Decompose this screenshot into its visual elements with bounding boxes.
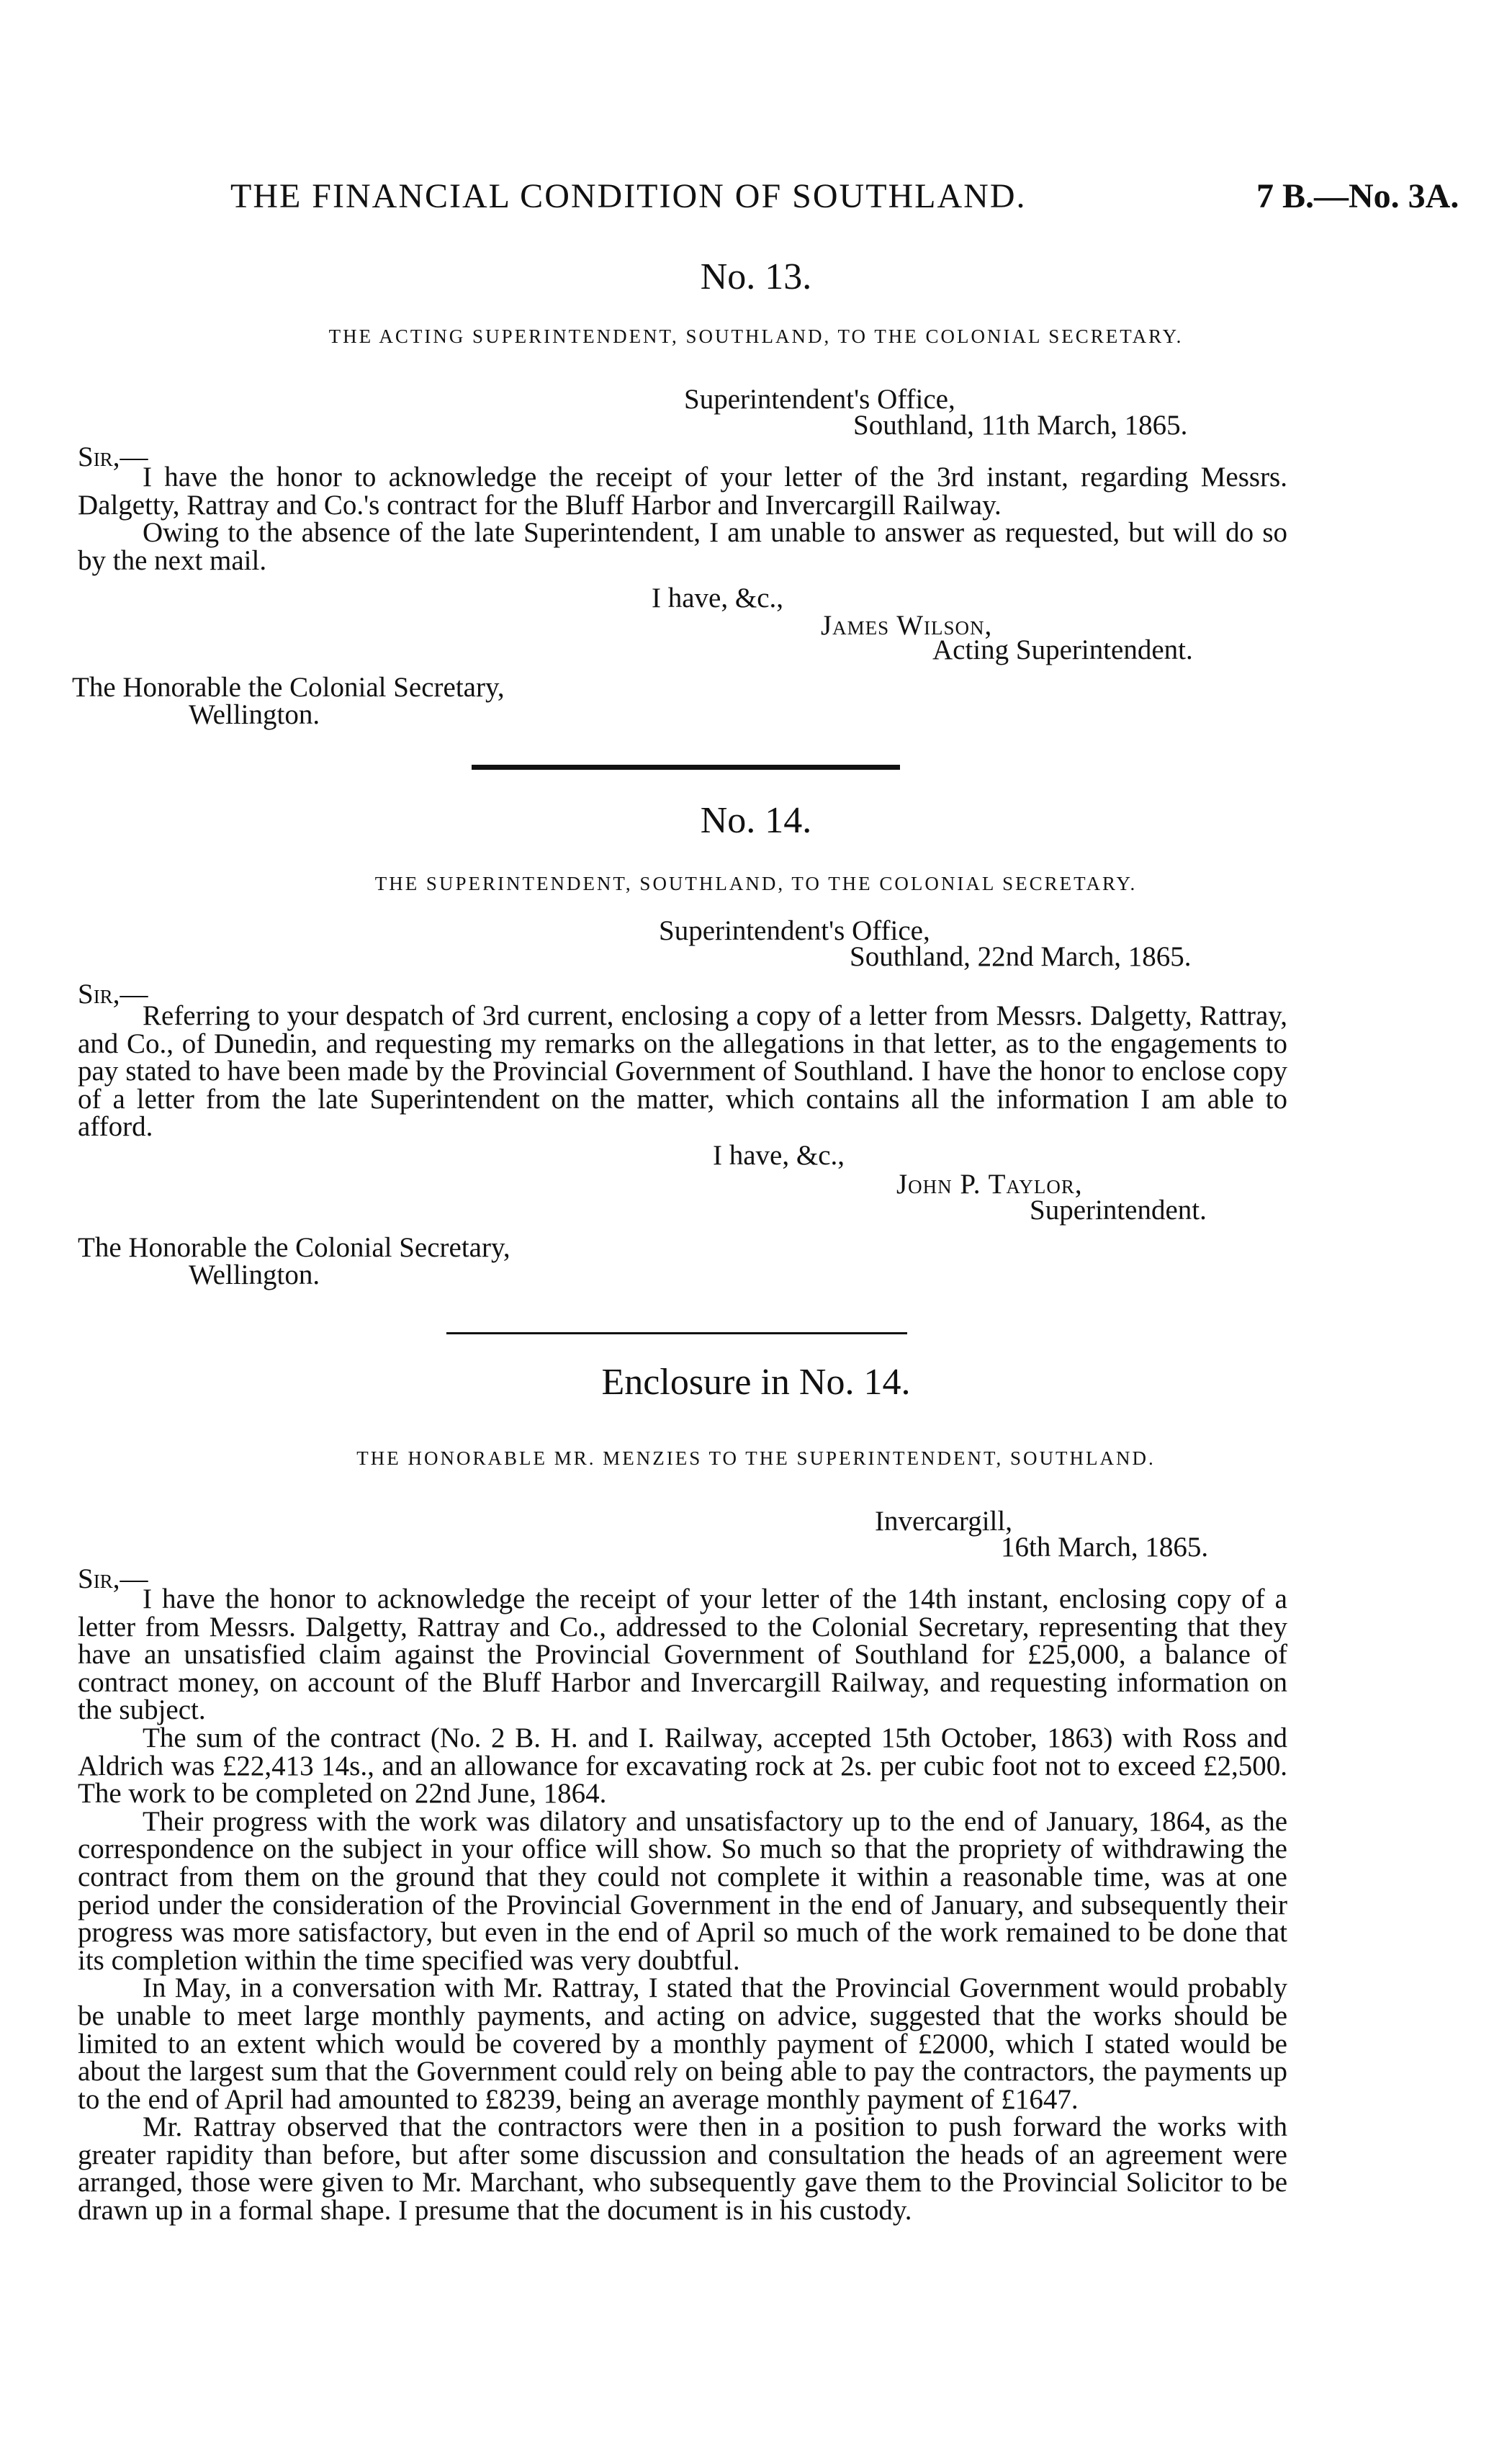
doc13-addressee-line1: The Honorable the Colonial Secretary,: [72, 672, 505, 703]
doc14-closing: I have, &c.,: [713, 1140, 845, 1171]
doc13-caption: THE ACTING SUPERINTENDENT, SOUTHLAND, TO THE COLONIAL SECRETARY.: [328, 325, 1184, 347]
section-divider: [446, 1332, 907, 1334]
doc13-number: No. 13.: [700, 256, 812, 297]
section-divider: [472, 765, 900, 770]
doc14-paragraph: Referring to your despatch of 3rd current, enclosing a copy of a letter from Messrs. Dalgetty, Rattray, and Co., of Dunedin, and requesting my remarks on the allegations in that letter, as to the engagements to pay stated to have been made by the Provincial Government of Southland. I have the honor to enclose copy of a letter from the late Superintendent on the matter, which contains all the information I am able to afford.: [78, 1000, 1287, 1143]
enclosure-caption: THE HONORABLE MR. MENZIES TO THE SUPERINTENDENT, SOUTHLAND.: [356, 1447, 1156, 1469]
enclosure-title: Enclosure in No. 14.: [601, 1362, 911, 1403]
enclosure-paragraph: I have the honor to acknowledge the receipt of your letter of the 14th instant, enclosing copy of a letter from Messrs. Dalgetty, Rattray and Co., addressed to the Colonial Secretary, representing that they have an unsatisfied claim against the Provincial Government of Southland for £25,000, a balance of contract money, on account of the Bluff Harbor and Invercargill Railway, and requesting information on the subject.: [78, 1583, 1287, 1726]
doc13-address-line2: Southland, 11th March, 1865.: [853, 410, 1188, 441]
doc13-signature-title: Acting Superintendent.: [932, 634, 1193, 665]
doc14-signature-title: Superintendent.: [1030, 1195, 1207, 1226]
doc14-address-line1: Superintendent's Office,: [659, 915, 930, 946]
page-reference: 7 B.—No. 3A.: [1256, 177, 1459, 215]
doc14-number: No. 14.: [700, 800, 812, 841]
doc13-address-line1: Superintendent's Office,: [684, 384, 955, 415]
enclosure-paragraph: The sum of the contract (No. 2 B. H. and I. Railway, accepted 15th October, 1863) with Ross and Aldrich was £22,413 14s., and an allowance for excavating rock at 2s. per cubic foot not to exceed £2,500. The work to be completed on 22nd June, 1864.: [78, 1722, 1287, 1810]
enclosure-salutation: Sir,—: [78, 1563, 148, 1594]
enclosure-body: [78, 1583, 1287, 2227]
doc13-paragraph: Owing to the absence of the late Superintendent, I am unable to answer as requested, but will do so by the next mail.: [78, 517, 1287, 576]
doc13-body: [78, 464, 1287, 575]
doc14-caption: THE SUPERINTENDENT, SOUTHLAND, TO THE COLONIAL SECRETARY.: [374, 873, 1138, 894]
doc14-salutation: Sir,—: [78, 979, 148, 1010]
doc14-address-line2: Southland, 22nd March, 1865.: [850, 941, 1192, 972]
doc13-paragraph: I have the honor to acknowledge the receipt of your letter of the 3rd instant, regarding Messrs. Dalgetty, Rattray and Co.'s contract for the Bluff Harbor and Invercargill Railway.: [78, 462, 1287, 521]
enclosure-paragraph: Their progress with the work was dilatory and unsatisfactory up to the end of January, 1864, as the correspondence on the subject in your office will show. So much so that the propriety of withdrawing the contract from them on the ground that they could not complete it within a reasonable time, was at one period under the consideration of the Provincial Government in the end of January, and subsequently their progress was more satisfactory, but even in the end of April so much of the work remained to be done that its completion within the time specified was very doubtful.: [78, 1805, 1287, 1976]
doc13-salutation: Sir,—: [78, 441, 148, 472]
enclosure-paragraph: In May, in a conversation with Mr. Rattray, I stated that the Provincial Government would probably be unable to meet large monthly payments, and acting on advice, suggested that the works should be limited to an extent which would be covered by a monthly payment of £2000, which I stated would be about the largest sum that the Government could rely on being able to pay the contractors, the payments up to the end of April had amounted to £8239, being an average monthly payment of £1647.: [78, 1972, 1287, 2115]
doc13-addressee-line2: Wellington.: [189, 699, 320, 730]
running-title: THE FINANCIAL CONDITION OF SOUTHLAND.: [230, 177, 1027, 215]
doc14-addressee-line1: The Honorable the Colonial Secretary,: [78, 1232, 510, 1263]
enclosure-address-line1: Invercargill,: [875, 1506, 1012, 1537]
enclosure-address-line2: 16th March, 1865.: [1001, 1532, 1209, 1563]
enclosure-paragraph: Mr. Rattray observed that the contractors were then in a position to push forward the works with greater rapidity than before, but after some discussion and consultation the heads of an agreement were arranged, those were given to Mr. Marchant, who subsequently gave them to the Provincial Solicitor to be drawn up in a formal shape. I presume that the document is in his custody.: [78, 2111, 1287, 2227]
doc14-addressee-line2: Wellington.: [189, 1259, 320, 1290]
doc14-signature-name: John P. Taylor,: [896, 1169, 1083, 1200]
doc14-body: [78, 1002, 1287, 1141]
doc13-closing: I have, &c.,: [652, 583, 784, 614]
doc13-signature-name: James Wilson,: [821, 610, 993, 641]
